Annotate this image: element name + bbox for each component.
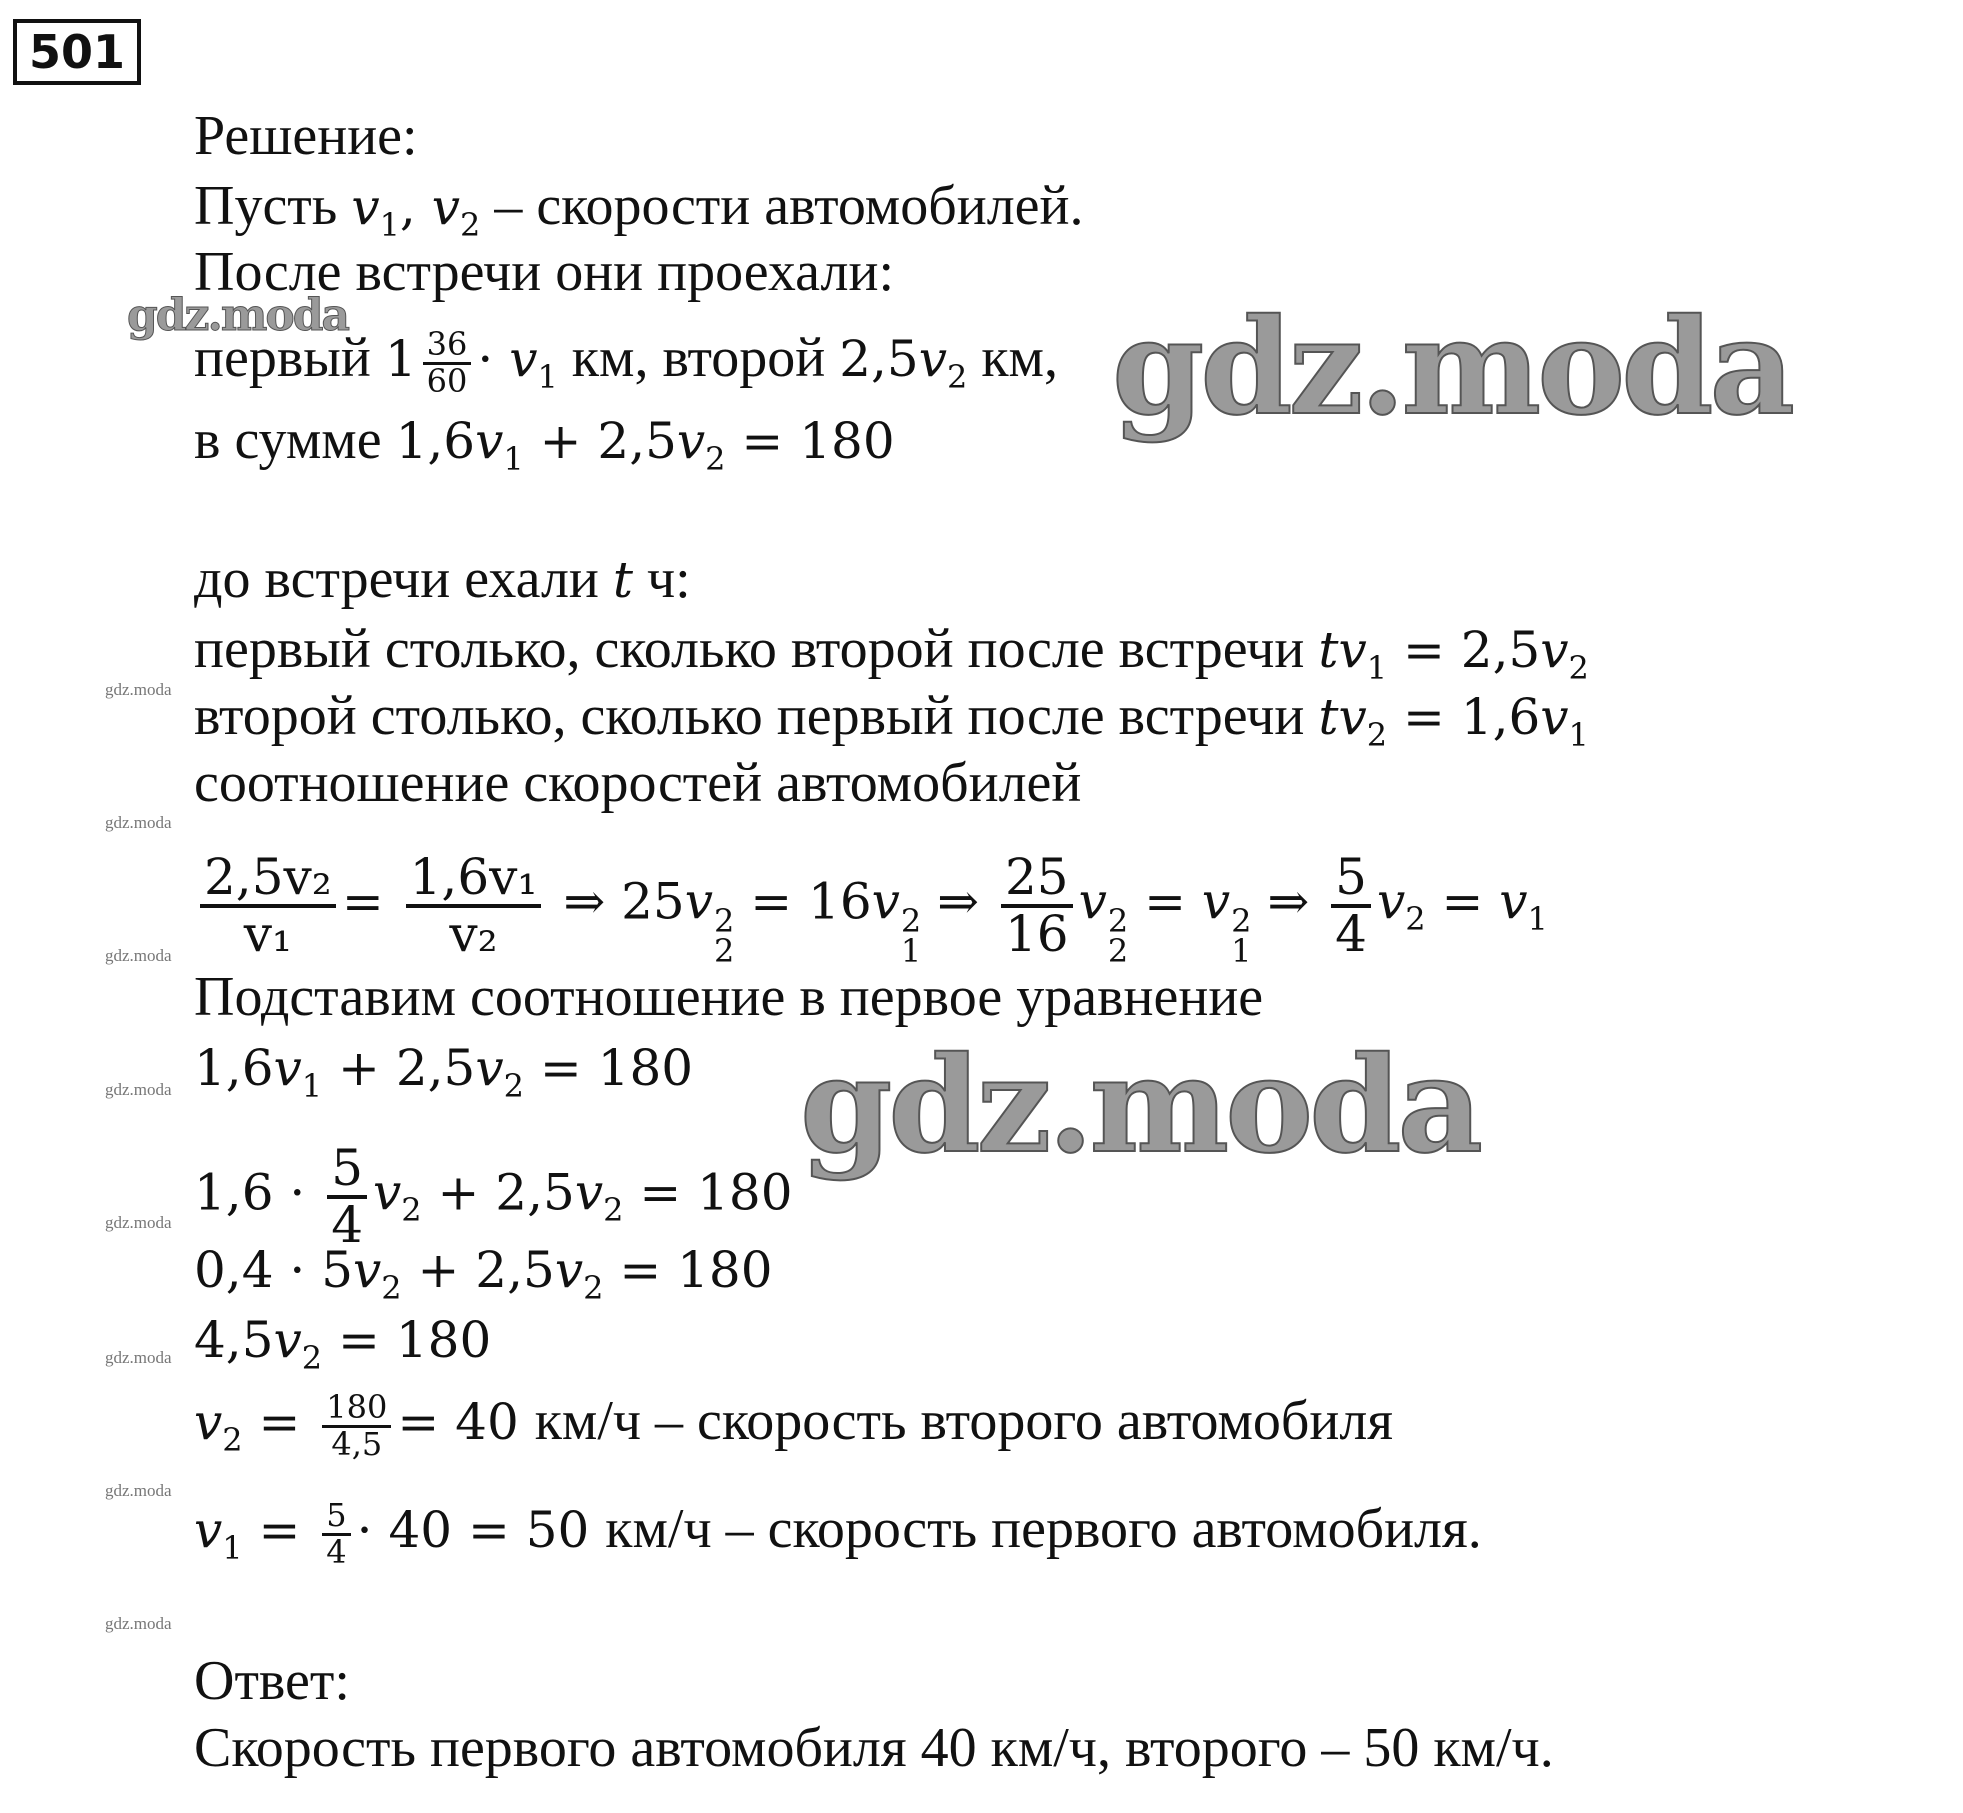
variable-symbol: v <box>273 1311 302 1369</box>
solution-line <box>194 848 1548 971</box>
subscript: 1 <box>1527 900 1548 939</box>
variable-symbol: v <box>194 1393 223 1451</box>
math-variable <box>574 1163 624 1230</box>
variable-symbol: v <box>475 1039 504 1097</box>
solution-line <box>194 326 1058 409</box>
variable-symbol: tv <box>1318 688 1367 746</box>
variable-symbol: v <box>871 872 900 931</box>
solution-line <box>194 1716 1554 1780</box>
text-segment: Пусть <box>194 175 352 237</box>
superscript: 2 <box>900 902 922 941</box>
solution-line <box>194 547 691 612</box>
text-segment: соотношение скоростей автомобилей <box>194 752 1082 814</box>
variable-symbol: v <box>1201 872 1231 931</box>
math-variable <box>1376 872 1426 939</box>
math-segment: 4,5 <box>194 1311 274 1369</box>
watermark-small: gdz.moda <box>105 680 172 699</box>
math-variable <box>475 412 524 478</box>
subscript: 2 <box>1568 649 1589 687</box>
numerator: 36 <box>423 328 472 365</box>
math-variable <box>194 1393 243 1459</box>
variable-symbol: v <box>574 1163 604 1222</box>
math-variable <box>918 330 968 396</box>
subscript: 2 <box>1107 932 1129 971</box>
math-segment: ⇒ <box>1251 872 1326 931</box>
text-segment: км, <box>967 327 1058 389</box>
subscript: 1 <box>1231 932 1252 971</box>
math-segment: · 40 = 50 <box>356 1501 606 1559</box>
solution-line <box>194 751 1081 815</box>
math-segment: = 180 <box>603 1241 773 1299</box>
variable-symbol: tv <box>1318 621 1367 679</box>
watermark-small: gdz.moda <box>105 1213 172 1232</box>
math-segment: + 2,5 <box>322 1039 476 1097</box>
math-variable <box>613 551 633 609</box>
watermark-small: gdz.moda <box>105 1348 172 1367</box>
text-segment: первый <box>194 327 385 389</box>
subscript: 1 <box>222 1529 243 1567</box>
variable-symbol: v <box>194 1501 223 1559</box>
text-segment: Ответ: <box>194 1650 350 1712</box>
math-variable <box>1201 872 1252 971</box>
math-variable <box>351 178 400 244</box>
subscript: 2 <box>1366 716 1388 754</box>
solution-line <box>194 240 894 304</box>
numerator: 5 <box>1331 851 1371 908</box>
math-segment: 1,6 · <box>194 1163 322 1222</box>
subscript: 2 <box>301 1339 323 1377</box>
math-variable <box>1318 621 1388 687</box>
problem-number: 501 <box>13 19 141 85</box>
math-segment: · <box>477 330 510 388</box>
denominator: 4 <box>326 1532 347 1571</box>
fraction <box>200 848 336 963</box>
variable-symbol: v <box>1376 872 1406 931</box>
subscript: 1 <box>379 206 400 244</box>
subscript: 2 <box>1405 900 1426 939</box>
math-variable <box>373 1163 422 1230</box>
math-segment: = 1,6 <box>1387 688 1541 746</box>
variable-symbol: v <box>1540 688 1569 746</box>
watermark-logo: gdz.moda <box>127 290 349 341</box>
subscript: 2 <box>503 1067 524 1105</box>
math-segment: = 180 <box>725 412 895 470</box>
math-segment: + 2,5 <box>401 1241 555 1299</box>
subscript: 2 <box>401 1191 422 1230</box>
fraction <box>327 1139 367 1254</box>
math-variable <box>1499 872 1548 939</box>
math-variable <box>554 1241 604 1307</box>
fraction <box>423 325 472 400</box>
math-segment: 1,6 <box>194 1039 274 1097</box>
text-segment: Подставим соотношение в первое уравнение <box>194 966 1264 1028</box>
subscript: 2 <box>381 1269 402 1307</box>
solution-line <box>194 965 1263 1029</box>
watermark-small: gdz.moda <box>105 1614 172 1633</box>
variable-symbol: v <box>1540 621 1569 679</box>
subscript: 2 <box>946 358 968 396</box>
math-segment: = <box>242 1393 317 1451</box>
denominator: 4,5 <box>331 1424 383 1463</box>
solution-line <box>194 1497 1482 1580</box>
text-segment: первый столько, сколько второй после встречи <box>194 618 1319 680</box>
superscript: 2 <box>713 902 735 941</box>
numerator: 5 <box>322 1499 350 1536</box>
text-segment: км/ч – скорость первого автомобиля. <box>605 1498 1482 1560</box>
text-segment: до встречи ехали <box>194 548 613 610</box>
subscript: 1 <box>503 440 524 478</box>
numerator: 5 <box>327 1142 367 1199</box>
math-variable <box>871 872 922 971</box>
subscript: 1 <box>301 1067 323 1105</box>
math-segment: = 180 <box>322 1311 492 1369</box>
solution-line <box>194 408 895 491</box>
variable-symbol: v <box>475 412 504 470</box>
denominator: 4 <box>331 1195 364 1254</box>
text-segment: ч: <box>632 548 691 610</box>
superscript: 2 <box>1107 902 1129 941</box>
subscript: 1 <box>537 358 558 396</box>
variable-symbol: v <box>351 178 380 236</box>
denominator: 60 <box>426 361 468 400</box>
watermark-small: gdz.moda <box>105 813 172 832</box>
text-segment: Скорость первого автомобиля 40 км/ч, второго – 50 км/ч. <box>194 1717 1554 1779</box>
sub-sup <box>713 902 735 971</box>
subscript: 1 <box>1366 649 1388 687</box>
math-segment: 1,6 <box>395 412 476 470</box>
variable-symbol: v <box>1499 872 1528 931</box>
text-segment: км/ч – скорость второго автомобиля <box>534 1390 1394 1452</box>
numerator: 180 <box>322 1391 391 1428</box>
math-segment: 0,4 · 5 <box>194 1241 354 1299</box>
math-variable <box>1540 688 1589 754</box>
math-variable <box>431 178 481 244</box>
text-segment: Решение: <box>194 105 418 167</box>
fraction <box>1331 848 1371 963</box>
variable-symbol: v <box>431 178 460 236</box>
math-variable <box>1540 621 1589 687</box>
watermark-small: gdz.moda <box>105 1080 172 1099</box>
watermark-small: gdz.moda <box>105 1481 172 1500</box>
sub-sup <box>900 902 922 971</box>
variable-symbol: v <box>684 872 713 931</box>
math-segment: = <box>1128 872 1202 931</box>
solution-line <box>194 1389 1393 1472</box>
fraction <box>406 848 542 963</box>
watermark-small: gdz.moda <box>105 946 172 965</box>
math-segment: = 16 <box>734 872 872 931</box>
subscript: 2 <box>459 206 481 244</box>
math-variable <box>194 1501 243 1567</box>
variable-symbol: v <box>509 330 538 388</box>
math-segment: = <box>341 872 400 931</box>
math-variable <box>273 1039 323 1105</box>
variable-symbol: v <box>676 412 706 470</box>
watermark-logo: gdz.moda <box>1112 290 1792 445</box>
solution-line <box>194 1307 491 1390</box>
math-segment: + 2,5 <box>421 1163 575 1222</box>
denominator: v₂ <box>449 904 498 963</box>
variable-symbol: t <box>612 551 633 609</box>
math-variable <box>273 1311 323 1377</box>
math-segment: 2,5 <box>839 330 919 388</box>
fraction <box>322 1388 391 1463</box>
denominator: v₁ <box>243 904 293 963</box>
sub-sup <box>1107 902 1129 971</box>
variable-symbol: v <box>353 1241 382 1299</box>
math-segment: ⇒ 25 <box>547 872 685 931</box>
math-segment: = <box>242 1501 317 1559</box>
solution-line <box>194 104 418 168</box>
fraction <box>322 1496 350 1571</box>
math-variable <box>509 330 558 396</box>
solution-line <box>194 1649 350 1713</box>
watermark-logo: gdz.moda <box>800 1028 1480 1183</box>
math-segment: = 2,5 <box>1387 621 1541 679</box>
variable-symbol: v <box>554 1241 584 1299</box>
math-variable <box>684 872 735 971</box>
sub-sup <box>1231 902 1252 971</box>
solution-line <box>194 1139 793 1254</box>
text-segment: км, второй <box>557 327 840 389</box>
subscript: 2 <box>583 1269 604 1307</box>
subscript: 2 <box>705 440 726 478</box>
math-variable <box>1318 688 1388 754</box>
math-variable <box>676 412 726 478</box>
math-variable <box>475 1039 524 1105</box>
solution-line <box>194 1035 693 1118</box>
math-segment: 1 <box>384 330 417 388</box>
variable-symbol: v <box>918 330 947 388</box>
math-variable <box>353 1241 402 1307</box>
subscript: 2 <box>713 932 735 971</box>
subscript: 2 <box>222 1421 243 1459</box>
numerator: 1,6v₁ <box>406 851 542 908</box>
fraction <box>1001 848 1073 963</box>
math-variable <box>1078 872 1129 971</box>
subscript: 1 <box>900 932 922 971</box>
text-segment: второй столько, сколько первый после встречи <box>194 685 1319 747</box>
math-segment: , <box>399 178 432 236</box>
math-segment: = 40 <box>397 1393 535 1451</box>
math-segment: + 2,5 <box>523 412 677 470</box>
math-segment: = 180 <box>523 1039 694 1097</box>
math-segment: ⇒ <box>921 872 995 931</box>
variable-symbol: v <box>373 1163 402 1222</box>
math-segment: = <box>1425 872 1500 931</box>
variable-symbol: v <box>273 1039 302 1097</box>
variable-symbol: v <box>1078 872 1107 931</box>
denominator: 16 <box>1004 904 1069 963</box>
text-segment: в сумме <box>194 409 396 471</box>
denominator: 4 <box>1335 904 1367 963</box>
math-segment: = 180 <box>623 1163 793 1222</box>
subscript: 2 <box>603 1191 624 1230</box>
text-segment: После встречи они проехали: <box>194 241 894 303</box>
numerator: 2,5v₂ <box>200 851 336 908</box>
superscript: 2 <box>1231 902 1252 941</box>
subscript: 1 <box>1568 716 1589 754</box>
text-segment: – скорости автомобилей. <box>480 175 1084 237</box>
numerator: 25 <box>1001 851 1073 908</box>
